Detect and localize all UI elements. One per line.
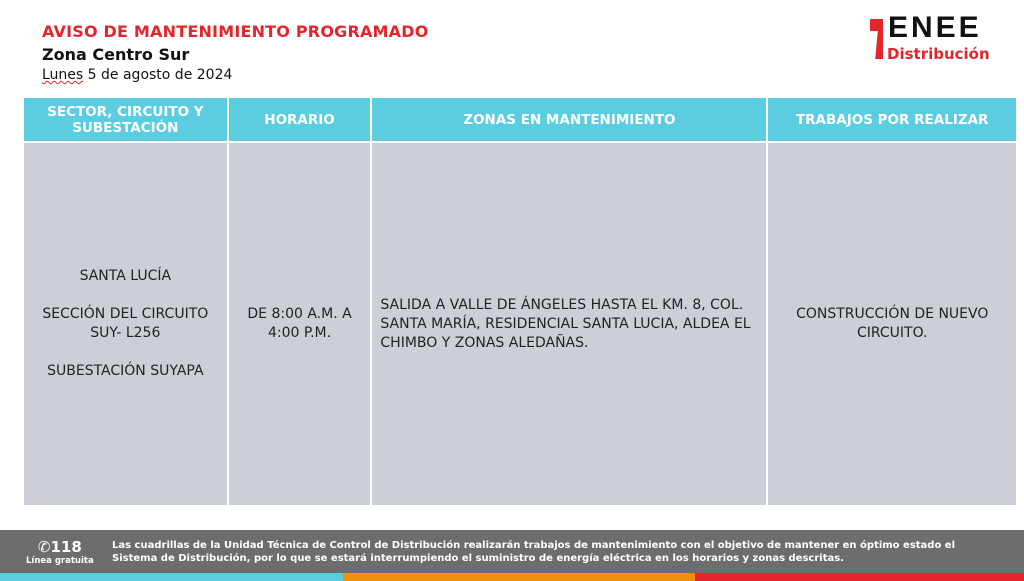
table-row: [23, 142, 1017, 506]
date-day: Lunes: [42, 67, 84, 83]
date-rest: 5 de agosto de 2024: [83, 67, 233, 83]
phone-number: 118: [50, 538, 82, 556]
stripe-red: [695, 573, 1024, 581]
header-zonas: ZONAS EN MANTENIMIENTO: [371, 97, 767, 142]
logo-subtitle: Distribución: [887, 45, 990, 63]
zone-name: Zona Centro Sur: [42, 45, 190, 64]
notice-title: AVISO DE MANTENIMIENTO PROGRAMADO: [42, 22, 429, 41]
phone-icon: ✆: [37, 538, 51, 556]
table-header-row: [23, 97, 1017, 142]
header-sector: SECTOR, CIRCUITO Y SUBESTACIÓN: [23, 97, 228, 142]
stripe-cyan: [0, 573, 343, 581]
enee-logo: [868, 11, 1013, 65]
cell-sector: [23, 142, 228, 506]
header-trabajos: TRABAJOS POR REALIZAR: [767, 97, 1017, 142]
cell-horario: DE 8:00 A.M. A 4:00 P.M.: [228, 142, 372, 506]
stripe-orange: [343, 573, 695, 581]
footer-bar: [0, 530, 1024, 573]
header-horario: HORARIO: [228, 97, 372, 142]
logo-brand: ENEE: [888, 11, 982, 44]
sector-name: SANTA LUCÍA: [79, 268, 172, 284]
hotline: [26, 538, 94, 566]
circuit-name: SECCIÓN DEL CIRCUITO SUY- L256: [42, 306, 209, 341]
substation-name: SUBESTACIÓN SUYAPA: [47, 363, 204, 379]
cell-trabajos: CONSTRUCCIÓN DE NUEVO CIRCUITO.: [767, 142, 1017, 506]
logo-mark-icon: [870, 19, 883, 59]
footer-text: Las cuadrillas de la Unidad Técnica de Control de Distribución realizarán trabajos de mantenimiento con el objetivo de mantener en óptimo estado el Sistema de Distribución, por lo que se estará interrumpiendo el suministro de energía eléctrica en los horarios y zonas descritas.: [112, 540, 956, 564]
phone-label: Línea gratuita: [26, 556, 94, 566]
notice-date: [42, 67, 232, 83]
maintenance-table: [22, 96, 1018, 507]
cell-zonas: SALIDA A VALLE DE ÁNGELES HASTA EL KM. 8, COL. SANTA MARÍA, RESIDENCIAL SANTA LUCIA, ALDEA EL CHIMBO Y ZONAS ALEDAÑAS.: [371, 142, 767, 506]
